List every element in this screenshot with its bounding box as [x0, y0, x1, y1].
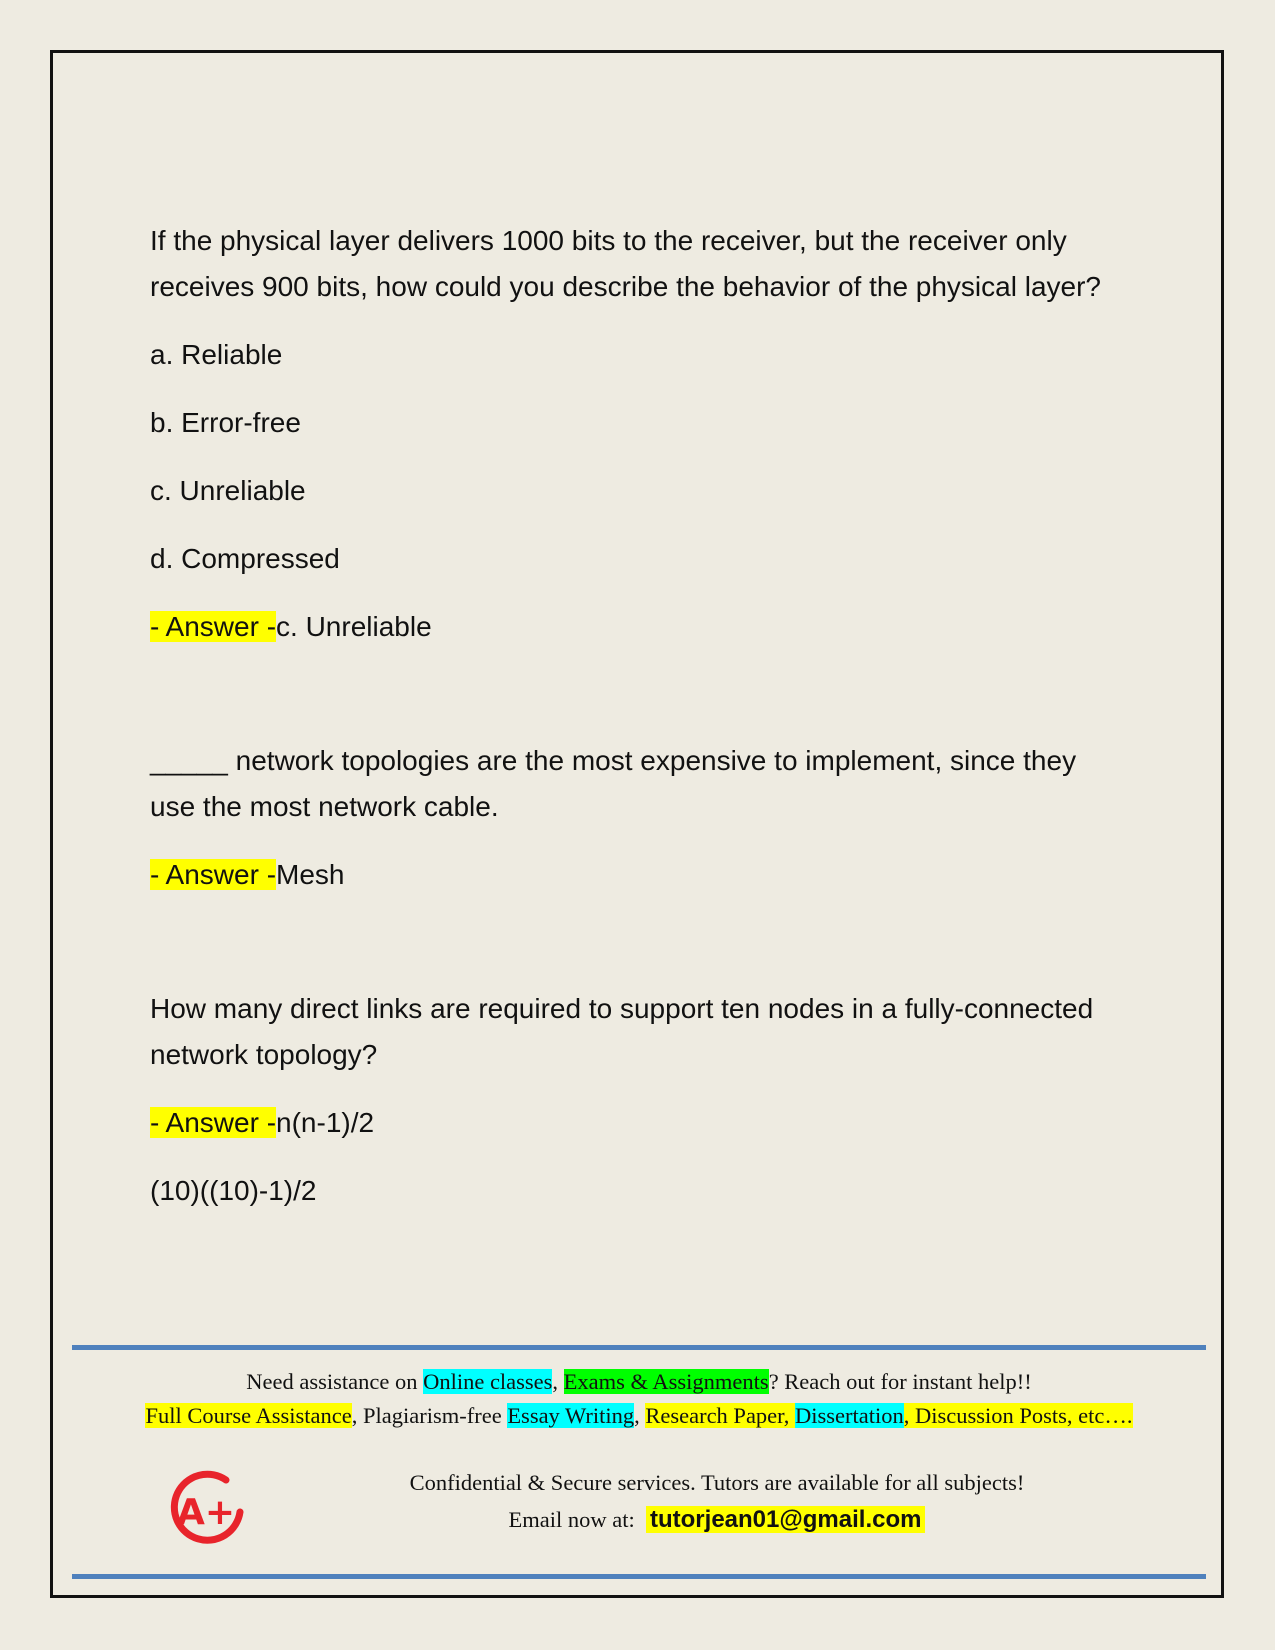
footer-email-line [150, 1503, 1275, 1537]
option-a: a. Reliable [150, 339, 283, 370]
logo-text: A+ [176, 1492, 236, 1533]
full-course-highlight: Full Course Assistance [145, 1403, 352, 1428]
exams-assignments-highlight: Exams & Assignments [563, 1369, 769, 1394]
answer-value: c. Unreliable [276, 611, 432, 642]
document-content [150, 218, 1110, 1214]
footer-text-segment: , [552, 1369, 564, 1394]
footer-text-segment: , [634, 1403, 646, 1428]
answer-label: - Answer - [150, 1107, 277, 1138]
option-b: b. Error-free [150, 407, 301, 438]
answer-value: Mesh [276, 859, 345, 890]
question-block-3 [150, 986, 1110, 1214]
footer-line-1 [72, 1365, 1206, 1399]
research-paper-highlight: Research Paper, [645, 1403, 796, 1428]
discussion-posts-highlight: , Discussion Posts, etc…. [903, 1403, 1133, 1428]
question-block-2 [150, 738, 1110, 898]
footer-top-rule [72, 1345, 1206, 1350]
footer-text-segment: , Plagiarism-free [351, 1403, 508, 1428]
essay-writing-highlight: Essay Writing [507, 1403, 635, 1428]
option-c: c. Unreliable [150, 475, 306, 506]
email-address: tutorjean01@gmail.com [646, 1506, 925, 1533]
answer-working: (10)((10)-1)/2 [150, 1175, 317, 1206]
answer-line [150, 604, 1110, 650]
footer-text-segment: Need assistance on [246, 1369, 424, 1394]
question-block-1 [150, 218, 1110, 650]
footer-line-2 [72, 1399, 1206, 1433]
question-text: _____ network topologies are the most expensive to implement, since they use the most network cable. [150, 745, 1077, 822]
option-d: d. Compressed [150, 543, 340, 574]
online-classes-highlight: Online classes [423, 1369, 553, 1394]
question-text: If the physical layer delivers 1000 bits to the receiver, but the receiver only receives 900 bits, how could you describe the behavior of the physical layer? [150, 225, 1101, 302]
answer-value: n(n-1)/2 [276, 1107, 375, 1138]
footer-text-segment: ? Reach out for instant help!! [768, 1369, 1032, 1394]
email-label: Email now at: [508, 1507, 635, 1532]
answer-label: - Answer - [150, 859, 277, 890]
footer-bottom-rule [72, 1574, 1206, 1579]
answer-line [150, 1100, 1110, 1146]
answer-label: - Answer - [150, 611, 277, 642]
question-text: How many direct links are required to support ten nodes in a fully-connected network topology? [150, 993, 1094, 1070]
answer-line [150, 852, 1110, 898]
dissertation-highlight: Dissertation [795, 1403, 904, 1428]
footer-line-3: Confidential & Secure services. Tutors are available for all subjects! [409, 1470, 1025, 1495]
